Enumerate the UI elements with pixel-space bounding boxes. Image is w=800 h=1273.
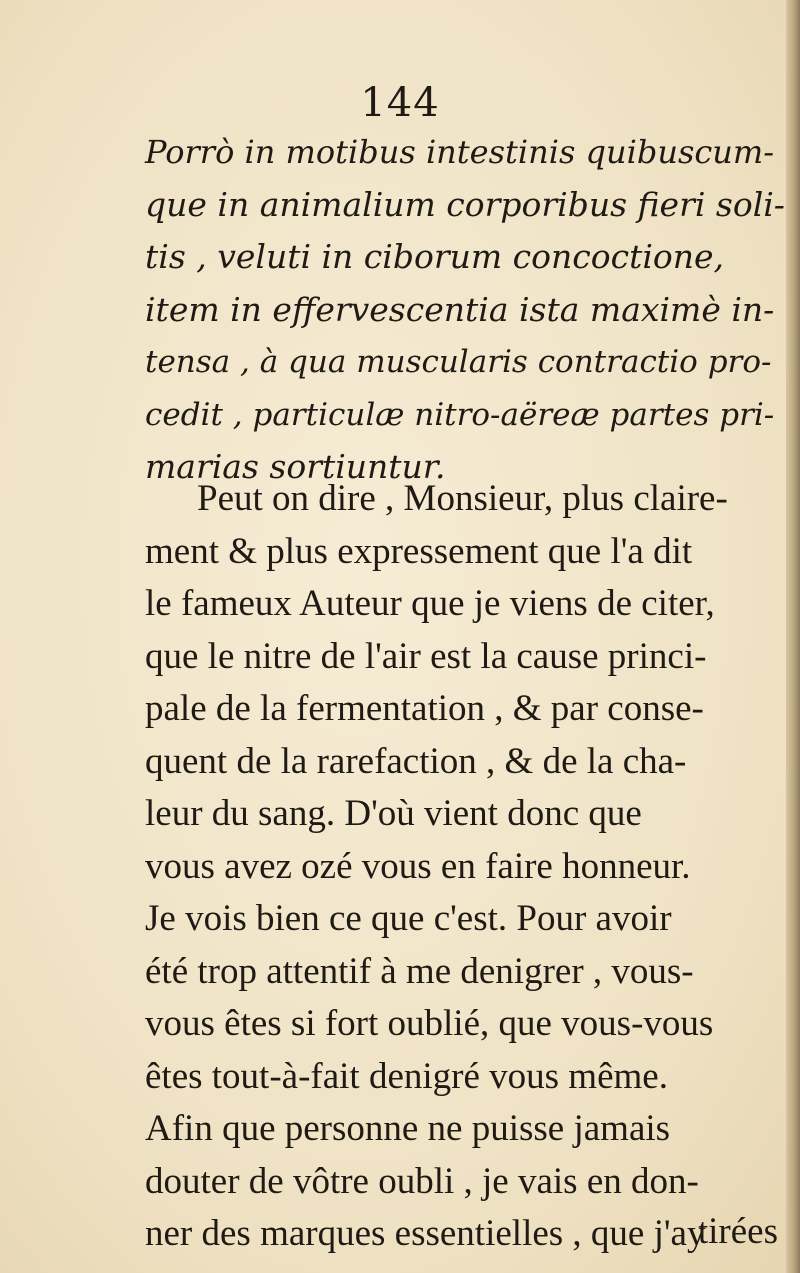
french-line: été trop attentif à me denigrer , vous- [145,950,694,992]
latin-paragraph [145,126,795,494]
french-line: Je vois bien ce que c'est. Pour avoir [145,898,672,939]
french-line: ment & plus expressement que l'a dit [145,530,693,572]
latin-line: item in effervescentia ista maximè in- [145,289,775,329]
latin-line: cedit , particulæ nitro-aëreæ partes pri- [145,396,775,433]
french-line: leur du sang. D'où vient donc que [145,793,642,834]
french-line: le fameux Auteur que je viens de citer, [145,583,715,624]
french-line: vous avez ozé vous en faire honneur. [145,845,691,887]
latin-line: tis , veluti in ciborum concoctione, [145,237,725,276]
french-line: vous êtes si fort oublié, que vous-vous [145,1003,714,1044]
french-line: pale de la fermentation , & par conse- [145,688,704,729]
latin-line: Porrò in motibus intestinis quibuscum- [145,133,775,171]
page-number: 144 [360,80,440,126]
french-paragraph [145,473,795,1261]
french-line: Afin que personne ne puisse jamais [145,1108,671,1149]
french-line: douter de vôtre oubli , je vais en don- [145,1160,699,1202]
latin-line: marias sortiuntur. [145,447,446,486]
french-line: que le nitre de l'air est la cause princi- [145,635,707,677]
french-line: ner des marques essentielles , que j'ay [145,1213,706,1254]
french-line: quent de la rarefaction , & de la cha- [145,740,687,782]
latin-line: tensa , à qua muscularis contractio pro- [145,344,772,380]
french-line: Peut on dire , Monsieur, plus claire- [197,478,728,519]
french-line: êtes tout-à-fait denigré vous même. [145,1055,668,1097]
catchword: tirées [697,1211,778,1252]
latin-line: que in animalium corporibus fieri soli- [145,184,785,224]
